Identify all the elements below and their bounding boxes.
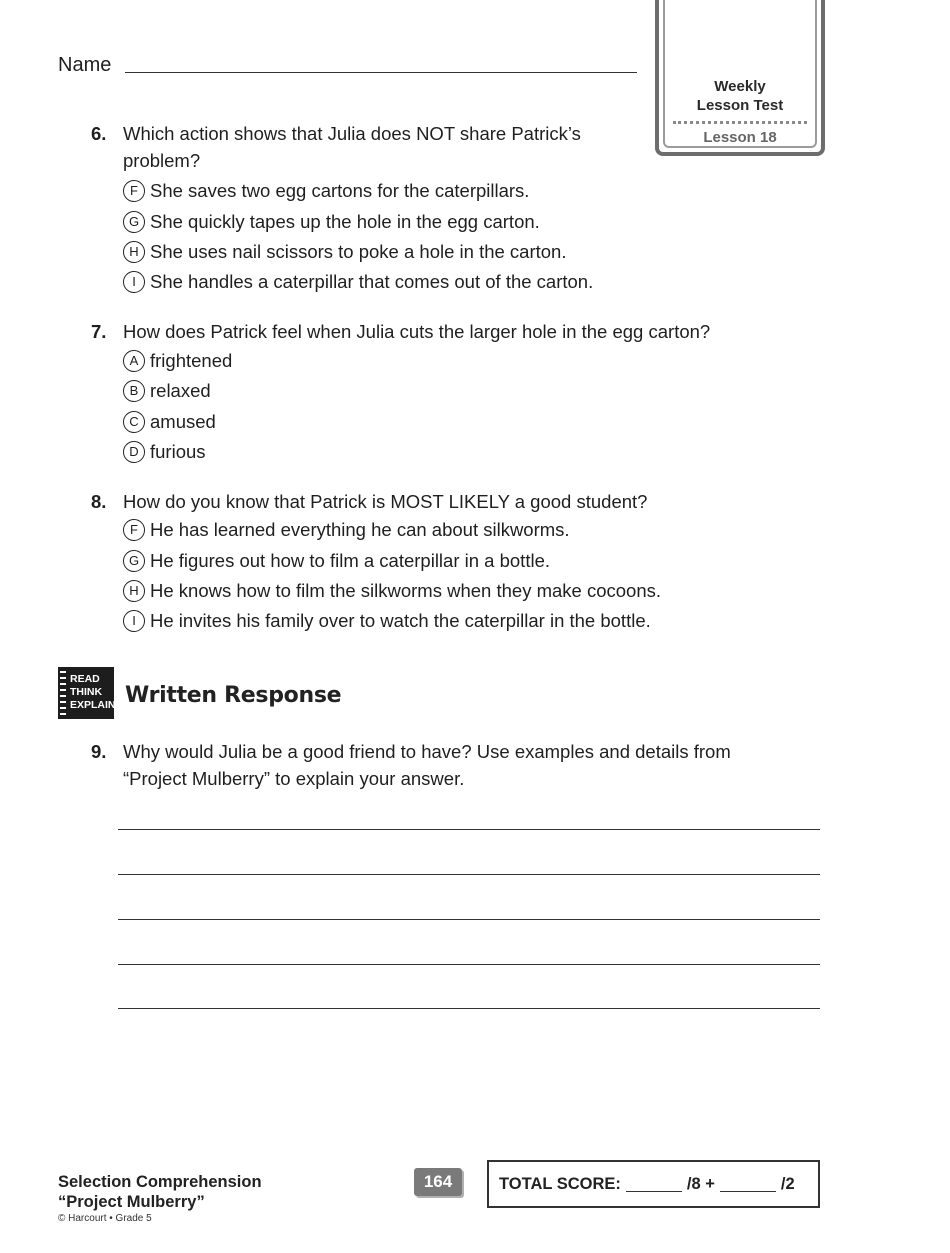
written-response-title: Written Response [125,683,342,708]
response-line[interactable] [118,1008,820,1009]
name-label: Name [58,54,112,76]
tab-dotted-divider [673,121,807,124]
total-score-box [487,1160,820,1208]
answer-bubble[interactable]: F [123,180,145,202]
answer-option[interactable] [123,410,216,434]
answer-text: She handles a caterpillar that comes out of the carton. [150,271,594,292]
score-label: TOTAL SCORE: [499,1174,621,1193]
answer-text: amused [150,411,216,432]
question-text-line1: How does Patrick feel when Julia cuts the larger hole in the egg carton? [123,321,711,342]
answer-text: frightened [150,350,233,371]
footer-title [58,1172,262,1212]
question-text-line1: How do you know that Patrick is MOST LIKELY a good student? [123,491,648,512]
answer-text: He knows how to film the silkworms when they make cocoons. [150,580,662,601]
answer-bubble[interactable]: G [123,211,145,233]
answer-bubble[interactable]: B [123,380,145,402]
question-text-line1: Which action shows that Julia does NOT share Patrick’s [123,123,581,144]
answer-text: He figures out how to film a caterpillar in a bottle. [150,550,550,571]
answer-option[interactable] [123,518,570,542]
answer-option[interactable] [123,179,529,203]
page-number-badge: 164 [414,1168,462,1196]
answer-text: relaxed [150,380,211,401]
answer-option[interactable] [123,270,593,294]
response-line[interactable] [118,829,820,830]
answer-bubble[interactable]: F [123,519,145,541]
response-line[interactable] [118,874,820,875]
read-think-explain-icon [58,667,114,719]
icon-read: READ [70,673,100,685]
answer-option[interactable] [123,549,550,573]
answer-bubble[interactable]: H [123,241,145,263]
answer-bubble[interactable]: C [123,411,145,433]
answer-bubble[interactable]: H [123,580,145,602]
question-number: 8. [91,491,107,512]
icon-think: THINK [70,686,103,698]
tab-lesson-test: Lesson Test [696,97,784,114]
weekly-lesson-test-labels [655,0,825,160]
tab-lesson-number: Lesson 18 [703,129,777,146]
icon-explain: EXPLAIN [70,699,116,711]
footer-title-line1: Selection Comprehension [58,1173,262,1191]
answer-text: She saves two egg cartons for the caterpillars. [150,180,530,201]
score-part2: /2 [780,1174,795,1193]
answer-text: She quickly tapes up the hole in the egg carton. [150,211,540,232]
tab-weekly: Weekly [714,78,766,95]
answer-bubble[interactable]: I [123,271,145,293]
answer-option[interactable] [123,210,540,234]
answer-option[interactable] [123,579,661,603]
answer-option[interactable] [123,349,232,373]
answer-text: furious [150,441,206,462]
answer-bubble[interactable]: I [123,610,145,632]
name-field-line[interactable] [125,72,637,73]
question-number: 6. [91,123,107,144]
answer-option[interactable] [123,379,211,403]
answer-option[interactable] [123,440,206,464]
answer-option[interactable] [123,609,651,633]
score-blank-2[interactable] [720,1177,776,1192]
score-blank-1[interactable] [626,1177,682,1192]
question-text-line1: Why would Julia be a good friend to have? Use examples and details from [123,741,731,762]
score-part1: /8 + [686,1174,715,1193]
question-text-line2: problem? [123,150,201,171]
answer-text: He has learned everything he can about silkworms. [150,519,570,540]
answer-text: She uses nail scissors to poke a hole in the carton. [150,241,567,262]
response-line[interactable] [118,919,820,920]
answer-option[interactable] [123,240,567,264]
question-text-line2: “Project Mulberry” to explain your answer. [123,768,465,789]
answer-bubble[interactable]: G [123,550,145,572]
spiral-binding-icon [60,671,66,715]
answer-text: He invites his family over to watch the caterpillar in the bottle. [150,610,651,631]
question-number: 9. [91,741,107,762]
footer-title-line2: “Project Mulberry” [58,1193,205,1211]
answer-bubble[interactable]: A [123,350,145,372]
response-line[interactable] [118,964,820,965]
question-number: 7. [91,321,107,342]
answer-bubble[interactable]: D [123,441,145,463]
copyright: © Harcourt • Grade 5 [58,1213,152,1224]
